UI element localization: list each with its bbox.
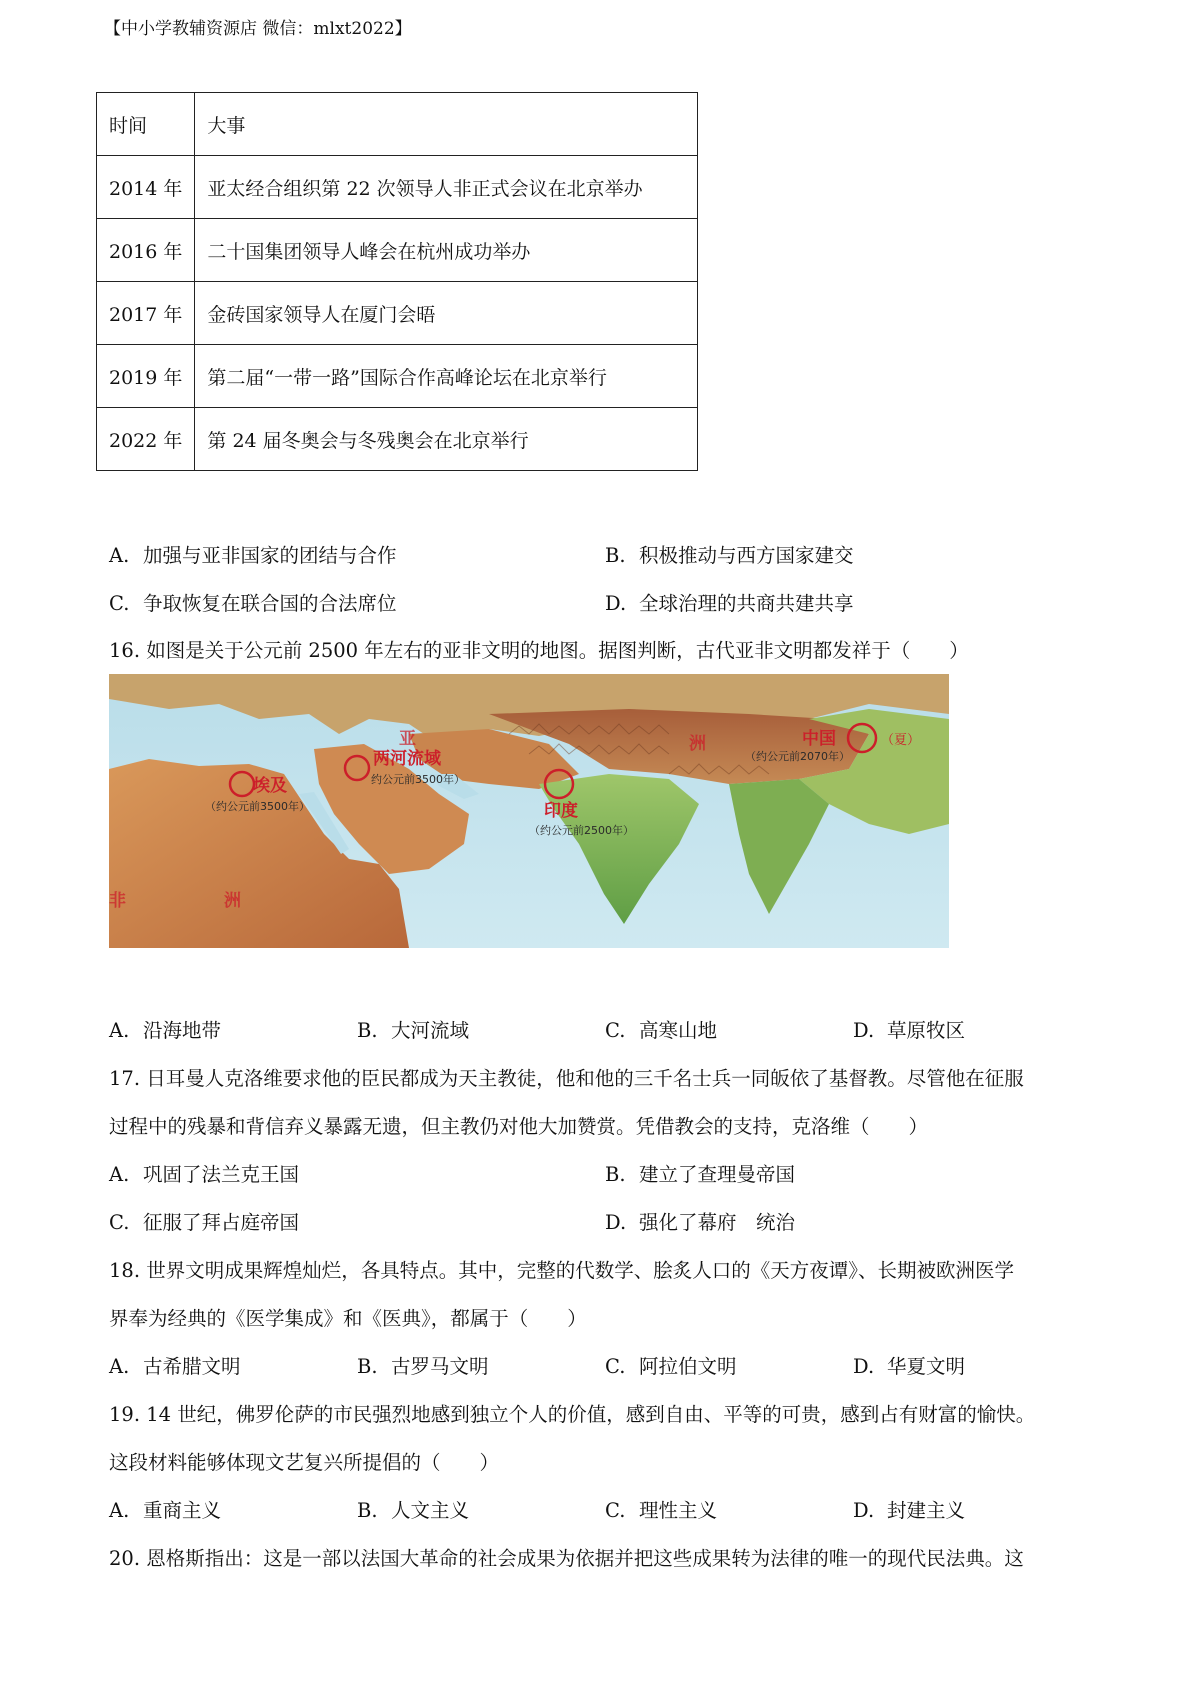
q15-option-a: A. 加强与亚非国家的团结与合作 — [109, 544, 397, 567]
ya-label: 亚 — [399, 729, 416, 749]
china-label: 中国 — [802, 729, 836, 749]
q16-option-b: B. 大河流域 — [357, 1019, 470, 1042]
page-header: 【中小学教辅资源店 微信：mlxt2022】 — [104, 19, 412, 39]
india-label: 印度 — [544, 801, 578, 821]
q17-option-b: B. 建立了查理曼帝国 — [605, 1163, 796, 1186]
china-xia-label: （夏） — [881, 733, 921, 748]
q17-stem-line2: 过程中的残暴和背信弃义暴露无遗，但主教仍对他大加赞赏。凭借教会的支持，克洛维（ ） — [109, 1115, 929, 1138]
row-event: 二十国集团领导人峰会在杭州成功举办 — [195, 219, 698, 282]
china-date-label: （约公元前2070年） — [745, 750, 850, 763]
q18-option-b: B. 古罗马文明 — [357, 1355, 489, 1378]
q19-option-a: A. 重商主义 — [109, 1499, 222, 1522]
egypt-label: 埃及 — [253, 776, 287, 796]
q19-stem-line1: 19. 14 世纪，佛罗伦萨的市民强烈地感到独立个人的价值，感到自由、平等的可贵，感到占有财富的愉快。 — [109, 1403, 1036, 1426]
q18-stem-line1: 18. 世界文明成果辉煌灿烂，各具特点。其中，完整的代数学、脍炙人口的《天方夜谭》、长期被欧洲医学 — [109, 1259, 1014, 1282]
q17-option-d: D. 强化了幕府 统治 — [605, 1211, 796, 1234]
row-event: 第 24 届冬奥会与冬残奥会在北京举行 — [195, 408, 698, 471]
table-row — [97, 345, 698, 408]
q19-stem-line2: 这段材料能够体现文艺复兴所提倡的（ ） — [109, 1451, 500, 1474]
header-time: 时间 — [97, 93, 195, 156]
zhou-label: 洲 — [689, 734, 706, 754]
mesopotamia-label: 两河流域 — [373, 749, 441, 769]
row-year: 2017 年 — [97, 282, 195, 345]
q16-option-c: C. 高寒山地 — [605, 1019, 718, 1042]
row-year: 2016 年 — [97, 219, 195, 282]
q15-option-d: D. 全球治理的共商共建共享 — [605, 592, 854, 615]
q17-option-c: C. 征服了拜占庭帝国 — [109, 1211, 300, 1234]
egypt-date-label: （约公元前3500年） — [205, 800, 310, 813]
q19-option-b: B. 人文主义 — [357, 1499, 470, 1522]
q17-stem-line1: 17. 日耳曼人克洛维要求他的臣民都成为天主教徒，他和他的三千名士兵一同皈依了基督教。尽管他在征服 — [109, 1067, 1024, 1090]
q16-option-a: A. 沿海地带 — [109, 1019, 222, 1042]
india-date-label: （约公元前2500年） — [529, 824, 634, 837]
row-year: 2019 年 — [97, 345, 195, 408]
q15-option-b: B. 积极推动与西方国家建交 — [605, 544, 854, 567]
mesopotamia-date-label: 约公元前3500年） — [371, 773, 465, 786]
table-header-row — [97, 93, 698, 156]
q20-stem-line1: 20. 恩格斯指出：这是一部以法国大革命的社会成果为依据并把这些成果转为法律的唯一的现代民法典。这 — [109, 1547, 1024, 1570]
row-event: 亚太经合组织第 22 次领导人非正式会议在北京举办 — [195, 156, 698, 219]
table-row — [97, 282, 698, 345]
q18-option-d: D. 华夏文明 — [853, 1355, 966, 1378]
table-row — [97, 156, 698, 219]
afro-asian-civilization-map — [109, 674, 949, 948]
row-event: 第二届“一带一路”国际合作高峰论坛在北京举行 — [195, 345, 698, 408]
fei-label: 非 — [109, 891, 126, 911]
table-row — [97, 408, 698, 471]
q19-option-d: D. 封建主义 — [853, 1499, 966, 1522]
q18-option-c: C. 阿拉伯文明 — [605, 1355, 737, 1378]
q19-option-c: C. 理性主义 — [605, 1499, 718, 1522]
q18-option-a: A. 古希腊文明 — [109, 1355, 241, 1378]
row-event: 金砖国家领导人在厦门会晤 — [195, 282, 698, 345]
row-year: 2022 年 — [97, 408, 195, 471]
header-event: 大事 — [195, 93, 698, 156]
q17-option-a: A. 巩固了法兰克王国 — [109, 1163, 300, 1186]
events-table — [96, 92, 698, 471]
q18-stem-line2: 界奉为经典的《医学集成》和《医典》，都属于（ ） — [109, 1307, 587, 1330]
table-row — [97, 219, 698, 282]
q16-option-d: D. 草原牧区 — [853, 1019, 966, 1042]
q15-option-c: C. 争取恢复在联合国的合法席位 — [109, 592, 397, 615]
zhou2-label: 洲 — [224, 891, 241, 911]
q16-stem: 16. 如图是关于公元前 2500 年左右的亚非文明的地图。据图判断，古代亚非文明都发祥于（ ） — [109, 639, 969, 662]
row-year: 2014 年 — [97, 156, 195, 219]
